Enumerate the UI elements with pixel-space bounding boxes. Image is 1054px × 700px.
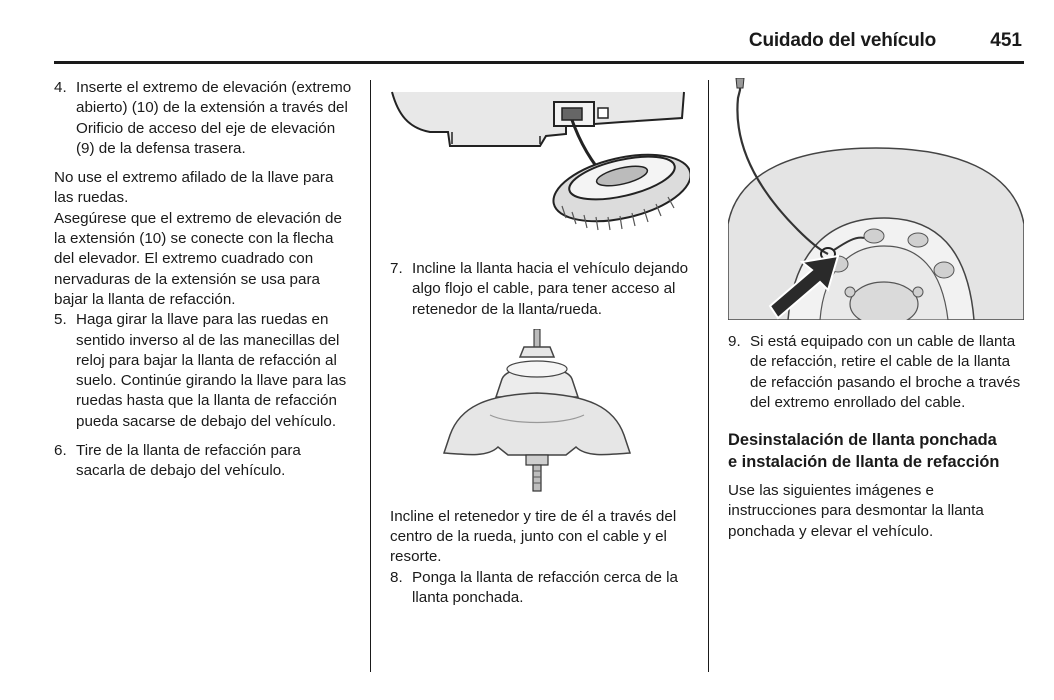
section-heading-line-2: e instalación de llanta de refacción xyxy=(728,453,1000,472)
step-number: 6. xyxy=(54,442,67,460)
step-text: Inserte el extremo de elevación (extremo abierto) (10) de la extensión a través del Orificio de acceso del eje de elevación (9) de la defensa trasera. xyxy=(76,79,352,157)
step-number: 8. xyxy=(390,568,403,586)
column-3 xyxy=(728,78,1024,542)
step-4-note-1: No use el extremo afilado de la llave para las ruedas. xyxy=(54,169,334,207)
step-5 xyxy=(54,310,352,432)
step-9 xyxy=(728,332,1024,413)
header-rule xyxy=(54,61,1024,64)
page-number: 451 xyxy=(990,30,1022,51)
column-1 xyxy=(54,78,352,491)
page-header xyxy=(0,0,1024,64)
step-number: 5. xyxy=(54,311,67,329)
tire-lowering-illustration-icon xyxy=(390,78,690,243)
section-heading-line-1: Desinstalación de llanta ponchada xyxy=(728,431,997,450)
tire-retainer-illustration-icon xyxy=(390,329,690,499)
step-text: Ponga la llanta de refacción cerca de la llanta ponchada. xyxy=(412,568,678,607)
step-7-note: Incline el retenedor y tire de él a través del centro de la rueda, junto con el cable y el resorte. xyxy=(390,507,677,566)
section-heading xyxy=(728,429,1024,473)
step-text: Si está equipado con un cable de llanta de refacción, retire el cable de la llanta de refacción pasando el broche a través del extremo enrollado del cable. xyxy=(750,333,1021,411)
column-divider xyxy=(708,80,709,672)
step-8 xyxy=(390,568,690,609)
step-text: Tire de la llanta de refacción para sacarla de debajo del vehículo. xyxy=(76,442,301,480)
section-body: Use las siguientes imágenes e instrucciones para desmontar la llanta ponchada y elevar el vehículo. xyxy=(728,482,984,540)
step-number: 4. xyxy=(54,79,67,96)
page-title: Cuidado del vehículo xyxy=(748,30,936,51)
step-text: Haga girar la llave para las ruedas en sentido inverso al de las manecillas del reloj para bajar la llanta de refacción al suelo. Continúe girando la llave para las ruedas hasta que la llanta de refacción pueda sacarse de debajo del vehículo. xyxy=(76,311,347,430)
step-number: 9. xyxy=(728,333,741,350)
step-text: Incline la llanta hacia el vehículo dejando algo flojo el cable, para tener acceso al retenedor de la llanta/rueda. xyxy=(412,260,689,318)
step-number: 7. xyxy=(390,260,403,277)
step-4-note-2: Asegúrese que el extremo de elevación de la extensión (10) se conecte con la flecha del elevador. El extremo cuadrado con nervaduras de la extensión se usa para bajar la llanta de refacción. xyxy=(54,209,342,308)
column-divider xyxy=(370,80,371,672)
step-4 xyxy=(54,78,352,159)
spare-cable-illustration-icon xyxy=(728,78,1024,320)
step-7 xyxy=(390,259,690,320)
column-2 xyxy=(390,78,690,617)
step-6 xyxy=(54,441,352,482)
